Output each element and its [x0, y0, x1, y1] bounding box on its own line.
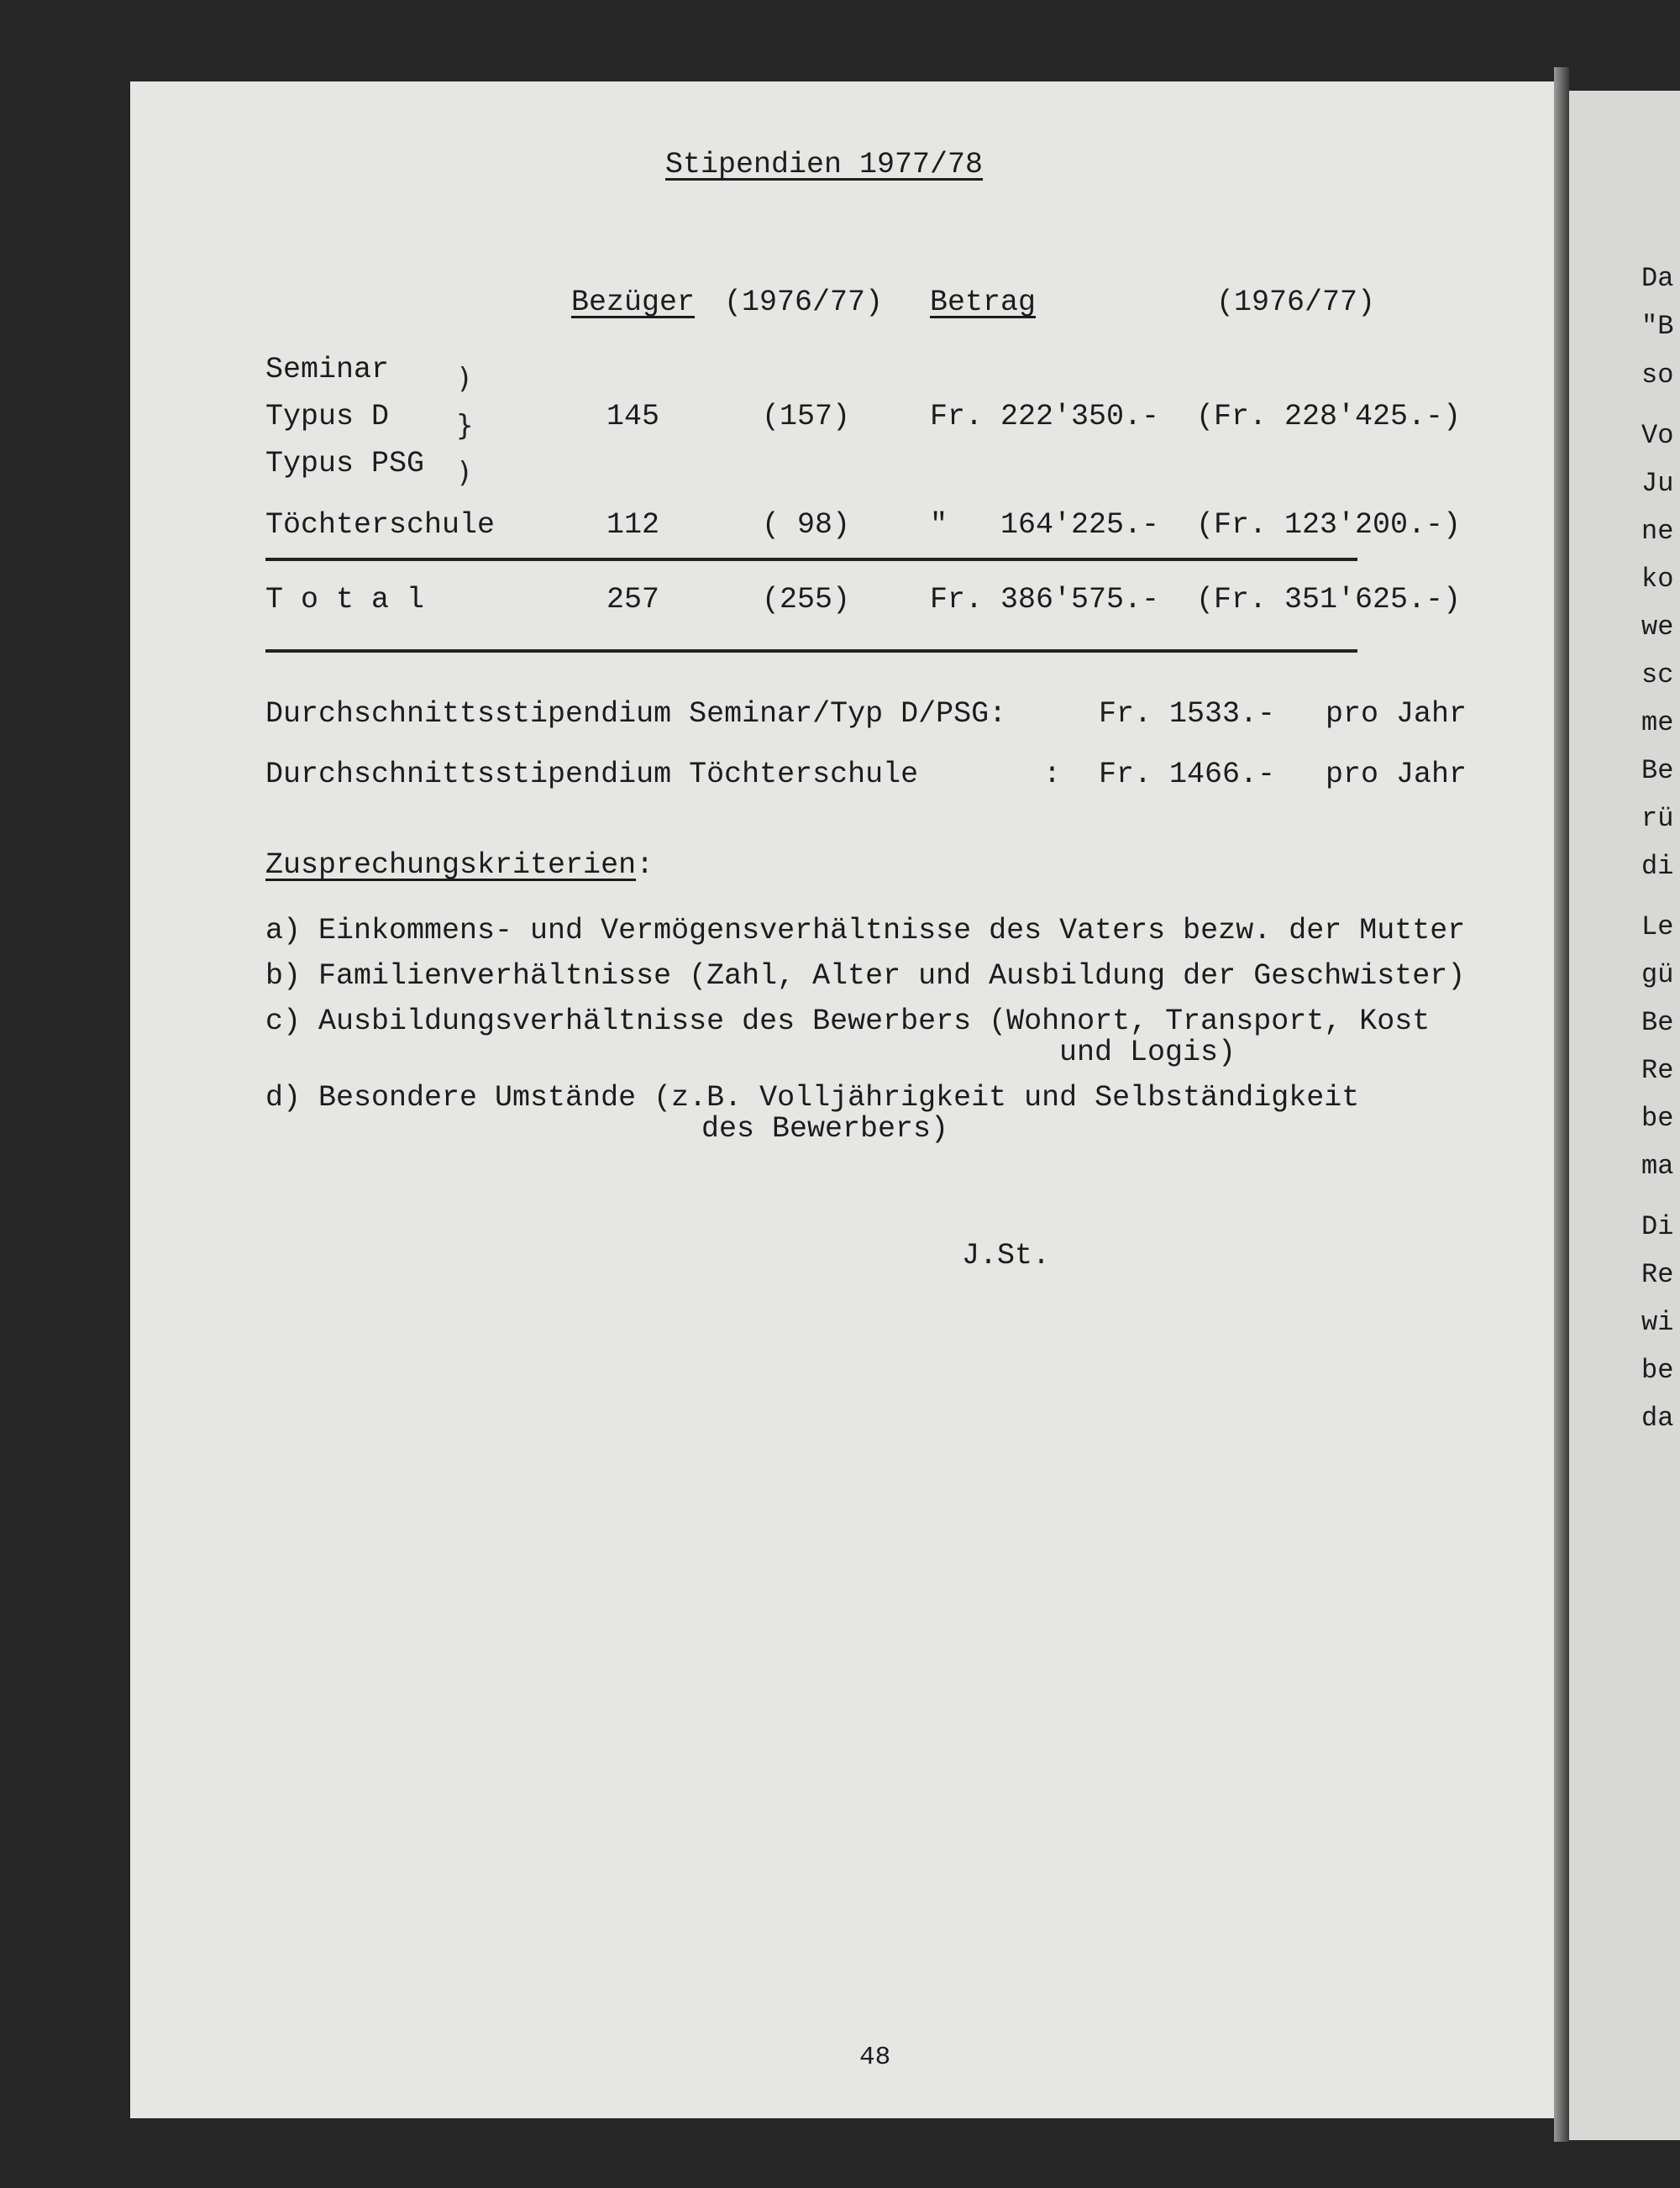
criteria-item-c-continuation: und Logis)	[1059, 1036, 1236, 1069]
group-prev-amount: (Fr. 228'425.-)	[1196, 400, 1462, 433]
next-page-fragment: di	[1641, 851, 1674, 882]
header-bezueger: Bezüger	[571, 286, 696, 319]
rule-below-total	[265, 649, 1357, 653]
next-page-fragment: "B	[1641, 311, 1674, 342]
average-amount-seminar: Fr. 1533.-	[1099, 697, 1276, 731]
criteria-item-d: d) Besondere Umstände (z.B. Volljährigkeit und Selbständigkeit	[265, 1081, 1360, 1115]
next-page-fragment: Da	[1641, 263, 1674, 294]
next-page-fragment: Ju	[1641, 468, 1674, 499]
row-label-typus-psg: Typus PSG	[265, 447, 425, 480]
row-label-toechterschule: Töchterschule	[265, 508, 496, 542]
next-page-fragment: gü	[1641, 959, 1674, 990]
next-page-fragment: rü	[1641, 803, 1674, 834]
total-prev-amount: (Fr. 351'625.-)	[1196, 583, 1462, 617]
next-page-fragment: be	[1641, 1103, 1674, 1134]
criteria-heading	[265, 848, 654, 882]
toechter-prev-amount: (Fr. 123'200.-)	[1196, 508, 1462, 542]
average-label-seminar: Durchschnittsstipendium Seminar/Typ D/PSG:	[265, 697, 1007, 731]
page-title: Stipendien 1977/78	[665, 148, 984, 181]
next-page-fragment: ko	[1641, 564, 1674, 595]
next-page-fragment: be	[1641, 1355, 1674, 1386]
next-page-fragment: Re	[1641, 1259, 1674, 1290]
book-spine-shadow	[1554, 67, 1569, 2142]
next-page-fragment: me	[1641, 707, 1674, 738]
criteria-item-a: a) Einkommens- und Vermögensverhältnisse des Vaters bezw. der Mutter	[265, 914, 1466, 947]
next-page-fragment: Di	[1641, 1211, 1674, 1242]
next-page-fragment: Vo	[1641, 420, 1674, 451]
next-page-fragment: Re	[1641, 1055, 1674, 1086]
next-page-fragment: we	[1641, 611, 1674, 643]
average-amount-toechter: Fr. 1466.-	[1099, 758, 1276, 791]
row-label-seminar: Seminar	[265, 353, 390, 386]
next-page-fragment: wi	[1641, 1307, 1674, 1338]
group-prev-count: (157)	[762, 400, 851, 433]
average-unit-seminar: pro Jahr	[1326, 697, 1467, 731]
page-number: 48	[859, 2043, 891, 2072]
toechter-prev-count: ( 98)	[762, 508, 851, 542]
signature-initials: J.St.	[962, 1239, 1051, 1272]
criteria-item-d-continuation: des Bewerbers)	[701, 1112, 949, 1146]
header-prev-amount: (1976/77)	[1216, 286, 1376, 319]
next-page-fragment: sc	[1641, 659, 1674, 690]
next-page-fragment: da	[1641, 1403, 1674, 1434]
toechter-count: 112	[606, 508, 660, 542]
criteria-heading-colon: :	[636, 848, 654, 882]
total-count: 257	[606, 583, 660, 617]
next-page-fragment: Be	[1641, 755, 1674, 786]
criteria-heading-text: Zusprechungskriterien	[265, 848, 637, 882]
document-page	[130, 81, 1554, 2118]
row-label-typus-d: Typus D	[265, 400, 390, 433]
toechter-amount: " 164'225.-	[930, 508, 1160, 542]
group-count: 145	[606, 400, 660, 433]
next-page-fragment: ma	[1641, 1151, 1674, 1182]
header-prev-count: (1976/77)	[724, 286, 884, 319]
average-unit-toechter: pro Jahr	[1326, 758, 1467, 791]
average-label-toechter: Durchschnittsstipendium Töchterschule	[265, 758, 919, 791]
row-label-total: T o t a l	[265, 583, 425, 617]
header-betrag: Betrag	[930, 286, 1037, 319]
rule-above-total	[265, 558, 1357, 561]
next-page-fragment: ne	[1641, 516, 1674, 547]
criteria-item-b: b) Familienverhältnisse (Zahl, Alter und Ausbildung der Geschwister)	[265, 959, 1466, 993]
next-page-fragment: Be	[1641, 1007, 1674, 1038]
total-amount: Fr. 386'575.-	[930, 583, 1160, 617]
adjacent-page	[1569, 91, 1680, 2140]
group-amount: Fr. 222'350.-	[930, 400, 1160, 433]
next-page-fragment: Le	[1641, 911, 1674, 942]
group-brace: ) } )	[456, 362, 474, 490]
criteria-item-c: c) Ausbildungsverhältnisse des Bewerbers (Wohnort, Transport, Kost	[265, 1005, 1431, 1038]
total-prev-count: (255)	[762, 583, 851, 617]
average-colon-toechter: :	[1043, 758, 1062, 791]
next-page-fragment: so	[1641, 359, 1674, 391]
